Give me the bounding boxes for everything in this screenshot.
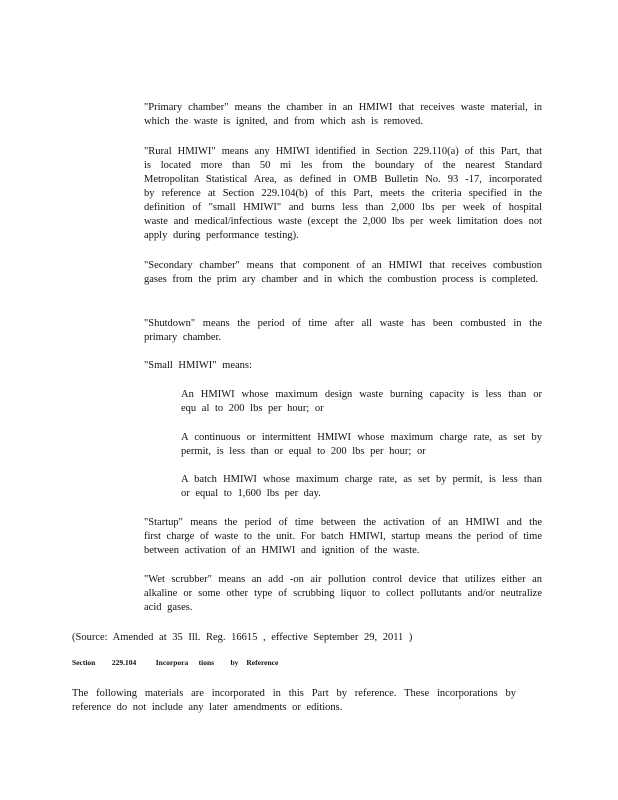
section-label: Section bbox=[72, 658, 96, 667]
definition-rural-hmiwi: "Rural HMIWI" means any HMIWI identified in Section 229.110(a) of this Part, that is located more than 50 mi les from the boundary of the nearest Standard Metropolitan Statistical Area, as defined in OMB Bulletin No. 93 -17, incorporated by reference at Section 229.104(b) of this Part, meets the criteria specified in the definition of "small HMIWI" and burns less than 2,000 lbs per week of hospital waste and medical/infectious waste (except the 2,000 lbs per week limitation does not apply during performance testing). bbox=[144, 146, 542, 241]
small-hmiwi-item-1: An HMIWI whose maximum design waste burning capacity is less than or equ al to 200 lbs per hour; or bbox=[181, 389, 542, 414]
definition-shutdown: "Shutdown" means the period of time after all waste has been combusted in the primary chamber. bbox=[144, 318, 542, 343]
small-hmiwi-item-3: A batch HMIWI whose maximum charge rate, as set by permit, is less than or equal to 1,600 lbs per day. bbox=[181, 474, 542, 499]
section-title-part: by bbox=[230, 658, 239, 667]
section-title-part: Reference bbox=[246, 658, 279, 667]
section-body: The following materials are incorporated in this Part by reference. These incorporations by reference do not include any later amendments or editions. bbox=[72, 688, 516, 713]
definition-wet-scrubber: "Wet scrubber" means an add -on air pollution control device that utilizes either an alkaline or some other type of scrubbing liquor to collect pollutants and/or neutralize acid gases. bbox=[144, 574, 542, 613]
definition-primary-chamber: "Primary chamber" means the chamber in an HMIWI that receives waste material, in which the waste is ignited, and from which ash is removed. bbox=[144, 102, 542, 127]
small-hmiwi-item-2: A continuous or intermittent HMIWI whose maximum charge rate, as set by permit, is less than or equal to 200 lbs per hour; or bbox=[181, 432, 542, 457]
definition-secondary-chamber: "Secondary chamber" means that component of an HMIWI that receives combustion gases from the prim ary chamber and in which the combustion process is completed. bbox=[144, 260, 542, 285]
definition-small-hmiwi: "Small HMIWI" means: bbox=[144, 360, 252, 371]
section-title-part: tions bbox=[198, 658, 215, 667]
section-number: 229.104 bbox=[111, 658, 137, 667]
source-note: (Source: Amended at 35 Ill. Reg. 16615 , effective September 29, 2011 ) bbox=[72, 632, 413, 643]
section-title-part: Incorpora bbox=[155, 658, 189, 667]
section-heading bbox=[72, 658, 278, 667]
definition-startup: "Startup" means the period of time between the activation of an HMIWI and the first charge of waste to the unit. For batch HMIWI, startup means the period of time between activation of an HMIWI and ignition of the waste. bbox=[144, 517, 542, 556]
